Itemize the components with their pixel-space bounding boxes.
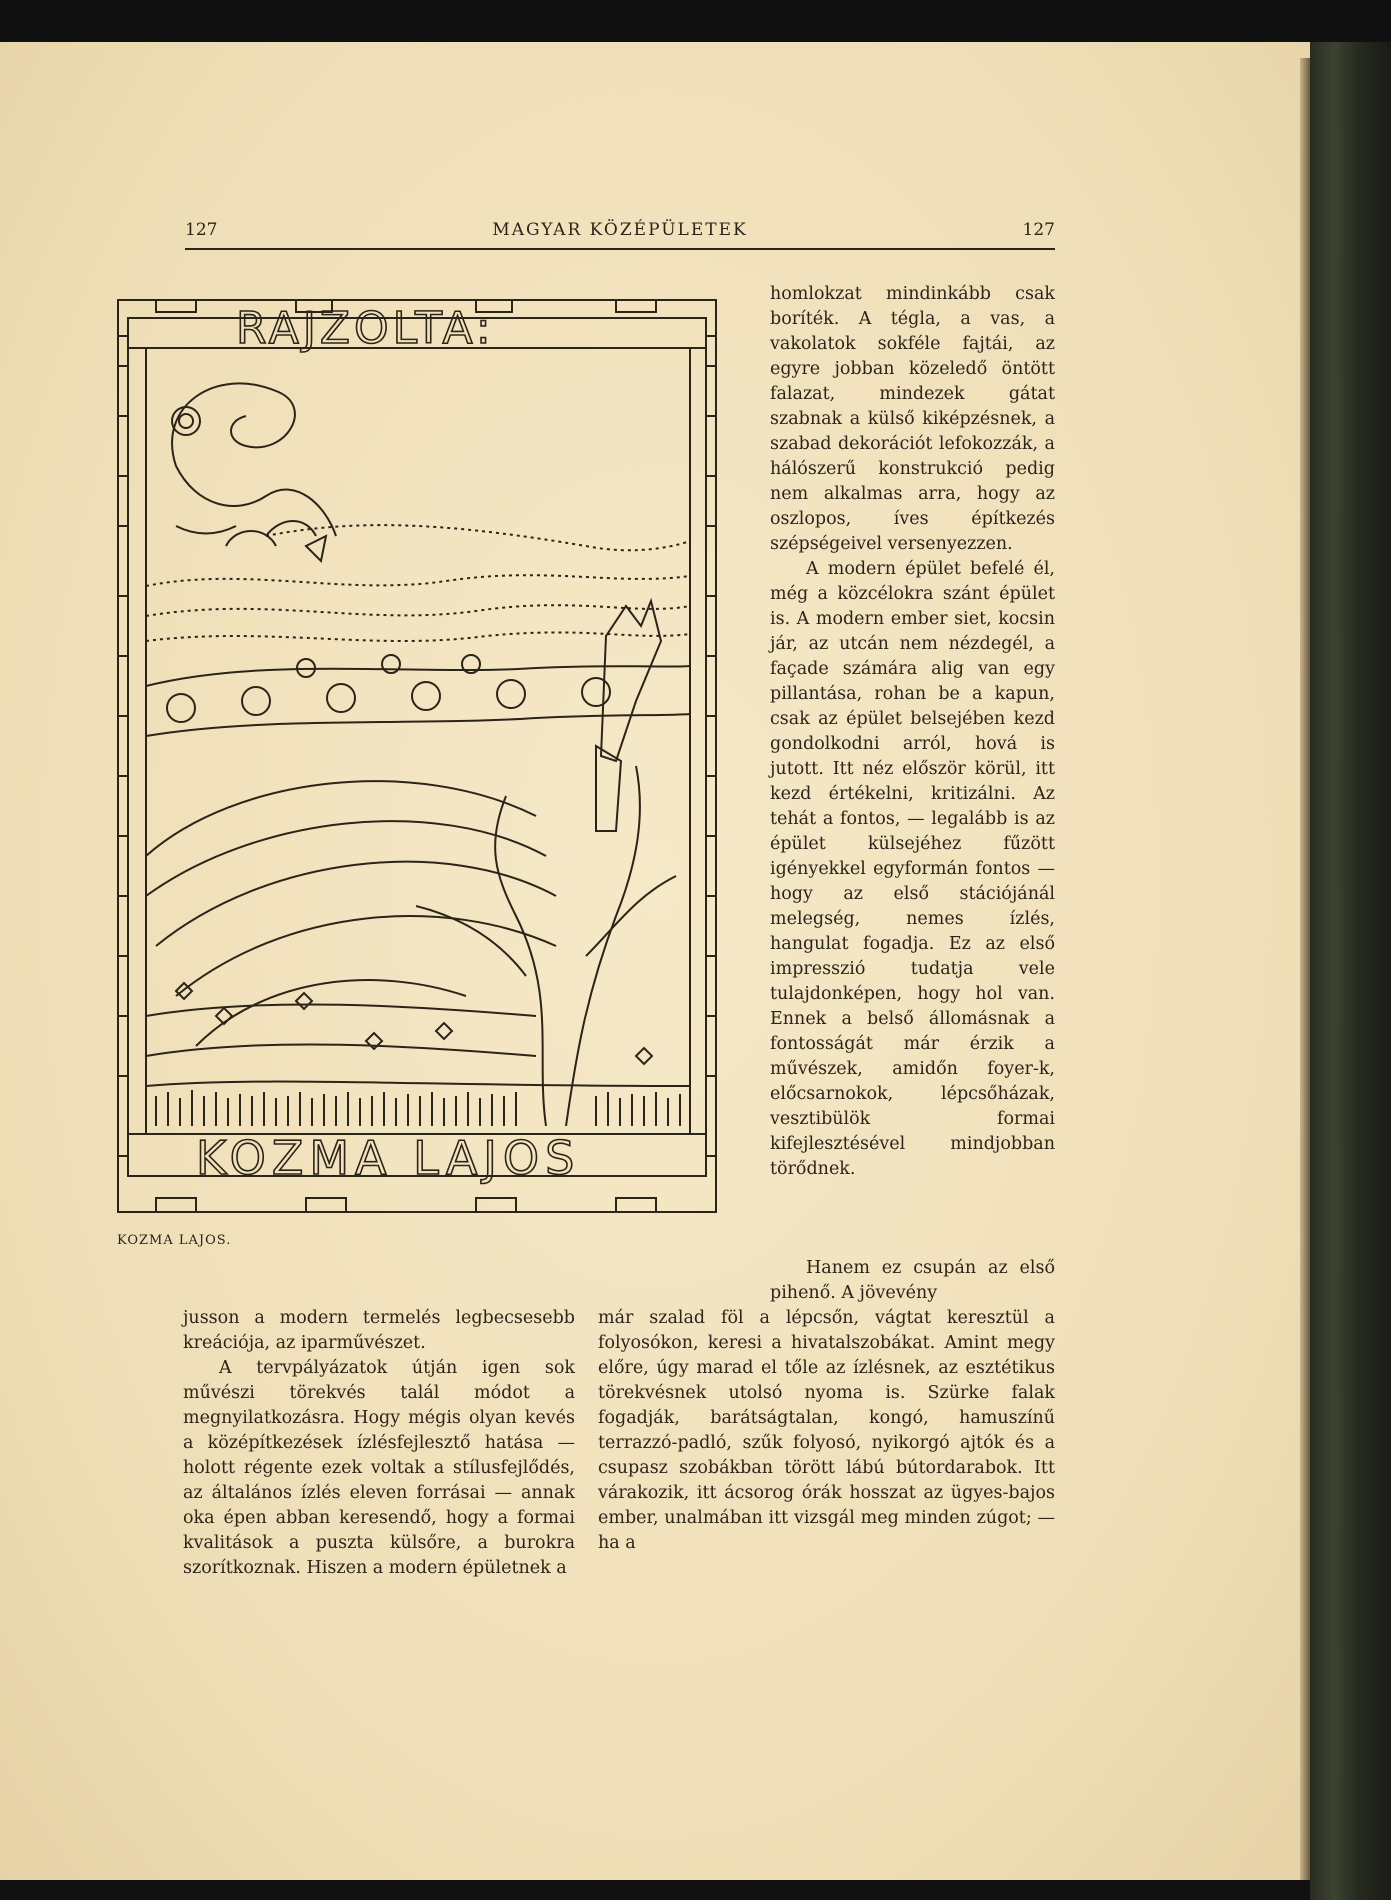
left-column — [183, 1306, 575, 1581]
right-paragraph-3-start-wrap — [770, 1256, 1055, 1306]
page-number-right: 127 — [1022, 220, 1055, 240]
book-spine — [1310, 42, 1391, 1900]
bottom-shadow — [0, 1880, 1310, 1900]
illustration-caption: KOZMA LAJOS. — [117, 1233, 232, 1248]
right-paragraph-1: homlokzat mindinkább csak boríték. A tégla, a vas, a vakolatok sokféle fajtái, az egyre jobban közeledő öntött falazat, mindezek gátat szabnak a külső kiképzésnek, a szabad dekorációt lefokozzák, a hálószerű konstrukció pedig nem alkalmas arra, hogy az oszlopos, íves építkezés szépségeivel versenyezzen. — [770, 284, 1055, 554]
illustration-top-lettering: RAJZOLTA: — [236, 303, 495, 354]
right-bottom-paragraph: már szalad föl a lépcsőn, vágtat keresztül a folyosókon, keresi a hivatalszobákat. Amint megy előre, úgy marad el tőle az ízlésnek, az esztétikus törekvésnek utolsó nyoma is. Szürke falak fogadják, barátságtalan, kongó, hamuszínű terrazzó-padló, szűk folyosó, nyikorgó ajtók és a csupasz szobákban törött lábú bútordarabok. Itt várakozik, itt ácsorog órák hosszat az ügyes-bajos ember, unalmában itt vizsgál meg minden zúgot; — ha a — [598, 1308, 1055, 1553]
right-bottom-column — [598, 1306, 1055, 1556]
running-title: MAGYAR KÖZÉPÜLETEK — [492, 220, 748, 240]
left-paragraph-1: jusson a modern termelés legbecsesebb kreációja, az iparművészet. — [183, 1308, 575, 1353]
page-number-left: 127 — [185, 220, 218, 240]
right-paragraph-2: A modern épület befelé él, még a közcélokra szánt épület is. A modern ember siet, kocsin jár, az utcán nem nézdegél, a façade számára alig van egy pillantása, rohan be a kapun, csak az épület belsejében kezd gondolkodni arról, hová is jutott. Itt néz először körül, itt kezd értékelni, kritizálni. Az tehát a fontos, — legalább is az épület külsejéhez fűzött igényekkel egyformán fontos — hogy az első stációjánál melegség, nemes ízlés, hangulat fogadja. Ez az első impresszió tudatja vele tulajdonképen, hogy hol van. Ennek a belső állomásnak a fontosságát már érzik a művészek, amidőn foyer-k, előcsarnokok, lépcsőházak, vesztibülök formai kifejlesztésével mindjobban törődnek. — [770, 559, 1055, 1179]
illustration-bottom-lettering: KOZMA LAJOS — [196, 1131, 581, 1185]
right-column — [770, 282, 1055, 1182]
left-paragraph-2: A tervpályázatok útján igen sok művészi törekvés talál módot a megnyilatkozásra. Hogy mégis olyan kevés a középítkezések ízlésfejlesztő hatása — holott régente ezek voltak a stílusfejlődés, az általános ízlés eleven forrásai — annak oka épen abban keresendő, hogy a formai kvalitások a puszta külsőre, a burokra szorítkoznak. Hiszen a modern épületnek a — [183, 1358, 575, 1578]
right-paragraph-3-start: Hanem ez csupán az első pihenő. A jövevény — [770, 1258, 1055, 1303]
illustration — [116, 296, 721, 1216]
page-header — [185, 218, 1055, 250]
